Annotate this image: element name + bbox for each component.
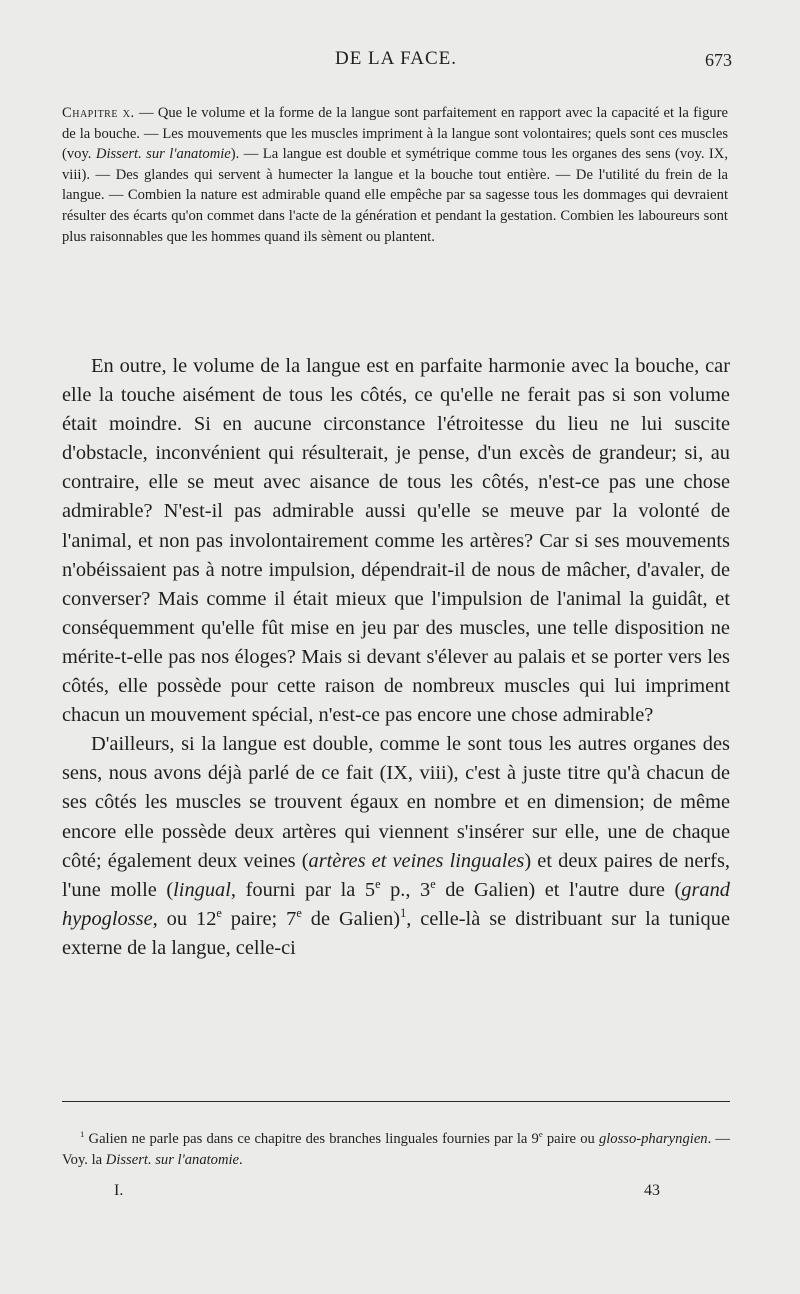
summary-text-continued: ). — La langue est double et symétrique comme tous les organes des sens (voy. IX, viii). — Des glandes qui servent à humecter la langue et la bouche tout entière. — De l'utilité du frein de la langue. — Combien la nature est admirable quand elle empêche par sa sagesse tous les dommages qui devraient résulter des écarts qu'on commet dans l'acte de la génération et pendant la gestation. Combien les laboureurs sont plus raisonnables que les hommes quand ils sèment ou plantent. <box>62 146 728 245</box>
text-run: de Galien) et l'autre dure ( <box>435 878 682 901</box>
footnote-marker[interactable]: 1 <box>400 905 407 920</box>
summary-reference: Dissert. sur l'anatomie <box>95 146 231 163</box>
italic-term: grand hypoglosse <box>62 878 730 930</box>
paragraph-2 <box>62 730 730 963</box>
text-run: p., 3 <box>380 878 431 901</box>
italic-term: lingual <box>173 878 231 901</box>
superscript: e <box>375 876 381 891</box>
text-run: paire; 7 <box>221 907 297 930</box>
page-header <box>60 48 732 74</box>
italic-term: Dissert. sur l'anatomie <box>105 1151 240 1168</box>
italic-term: artères et veines linguales <box>308 849 525 872</box>
paragraph-1: En outre, le volume de la langue est en parfaite harmonie avec la bouche, car elle la touche aisément de tous les côtés, ce qu'elle ne ferait pas si son volume était moindre. Si en aucune circonstance l'étroitesse du lieu ne lui suscite d'obstacle, inconvénient qui résulterait, je pense, d'un excès de grandeur; si, au contraire, elle se meut avec aisance de tous les côtés, n'est-ce pas une chose admirable? N'est-il pas admirable aussi qu'elle se meuve par la volonté de l'animal, et non pas involontairement comme les artères? Car si ses mouvements n'obéissaient pas à notre impulsion, dépendrait-il de nous de mâcher, d'avaler, de converser? Mais comme il était mieux que l'impulsion de l'animal la guidât, et conséquemment qu'elle fût mise en jeu par des muscles, une telle disposition ne mérite-t-elle pas nos éloges? Mais si devant s'élever au palais et se porter vers les côtés, elle possède pour cette raison de nombreux muscles qui lui impriment chacun un mouvement spécial, n'est-ce pas encore une chose admirable? <box>62 355 730 727</box>
text-run: , celle-là se distribuant sur la tunique externe de la langue, celle-ci <box>62 907 730 959</box>
chapter-summary <box>62 103 728 247</box>
text-run: paire ou <box>542 1131 599 1147</box>
superscript: e <box>216 905 222 920</box>
summary-text: — Que le volume et la forme de la langue sont parfaitement en rapport avec la capacité et la figure de la bouche. — Les mouvements que les muscles impriment à la langue sont volontaires; quels sont ces muscles (voy. <box>62 105 728 163</box>
text-run: de Galien) <box>301 907 401 930</box>
gathering-number: 43 <box>644 1182 660 1199</box>
text-run: , fourni par la 5 <box>230 878 376 901</box>
superscript: e <box>538 1129 543 1140</box>
text-run: , ou 12 <box>152 907 217 930</box>
text-run: . — Voy. la <box>62 1131 730 1168</box>
text-run: . <box>239 1151 243 1168</box>
page-number: 673 <box>705 50 732 70</box>
superscript: e <box>296 905 302 920</box>
footnote-number: 1 <box>80 1129 85 1140</box>
footnote-divider <box>62 1101 730 1102</box>
italic-term: glosso-pharyngien <box>598 1131 708 1147</box>
superscript: e <box>430 876 436 891</box>
footnote <box>62 1129 730 1170</box>
text-run: ) et deux paires de nerfs, l'une molle ( <box>62 849 730 901</box>
main-text <box>62 352 730 963</box>
text-run: Galien ne parle pas dans ce chapitre des branches linguales fournies par la 9 <box>84 1131 539 1147</box>
signature-mark: I. <box>114 1182 124 1199</box>
text-run: D'ailleurs, si la langue est double, comme le sont tous les autres organes des sens, nous avons déjà parlé de ce fait (IX, viii), c'est à juste titre qu'à chacun de ses côtés les muscles se trouvent égaux en nombre et en dimension; de même encore elle possède deux artères qui viennent s'insérer sur elle, une de chaque côté; également deux veines ( <box>62 733 730 872</box>
running-title: DE LA FACE. <box>334 48 457 69</box>
chapter-label: Chapitre x. <box>62 105 135 121</box>
